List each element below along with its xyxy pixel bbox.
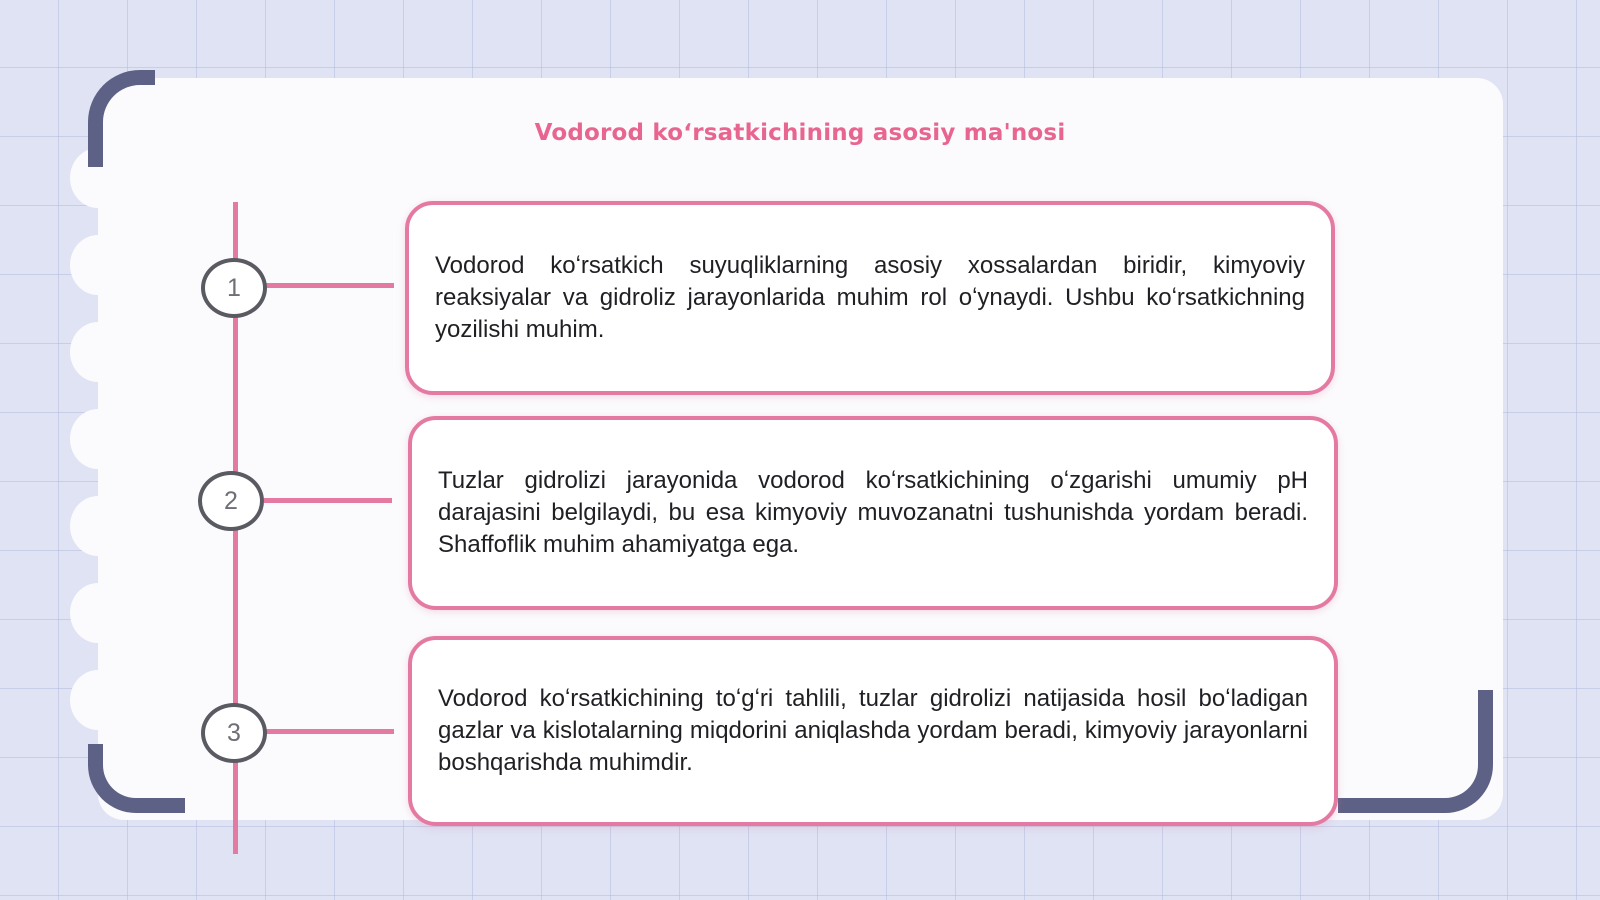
step-number-badge: 1	[201, 258, 267, 318]
info-text: Vodorod koʻrsatkichining toʻgʻri tahlili, tuzlar gidrolizi natijasida hosil boʻladigan gazlar va kislotalarning miqdorini aniqlashda yordam beradi, kimyoviy jarayonlarni boshqarishda muhimdir.	[438, 685, 1308, 776]
timeline-connector	[266, 283, 394, 288]
info-text: Tuzlar gidrolizi jarayonida vodorod koʻrsatkichining oʻzgarishi umumiy pH darajasini belgilaydi, bu esa kimyoviy muvozanatni tushunishda yordam beradi. Shaffoflik muhim ahamiyatga ega.	[438, 467, 1308, 558]
paper-scallop	[70, 583, 126, 643]
paper-scallop	[70, 409, 126, 469]
slide-title: Vodorod koʻrsatkichining asosiy ma'nosi	[534, 120, 1066, 146]
paper-scallop	[70, 496, 126, 556]
timeline-connector	[266, 729, 394, 734]
step-number-badge: 2	[198, 471, 264, 531]
info-box	[408, 416, 1338, 610]
corner-bracket-bottom-right	[1338, 690, 1493, 813]
corner-bracket-top-left	[88, 70, 155, 167]
step-number-badge: 3	[201, 703, 267, 763]
timeline-connector	[264, 498, 392, 503]
paper-scallop	[70, 235, 126, 295]
paper-scallop	[70, 322, 126, 382]
info-box	[405, 201, 1335, 395]
paper-scallop	[70, 670, 126, 730]
info-box	[408, 636, 1338, 826]
info-text: Vodorod koʻrsatkich suyuqliklarning asosiy xossalardan biridir, kimyoviy reaksiyalar va gidroliz jarayonlarida muhim rol oʻynaydi. Ushbu koʻrsatkichning yozilishi muhim.	[435, 252, 1305, 343]
